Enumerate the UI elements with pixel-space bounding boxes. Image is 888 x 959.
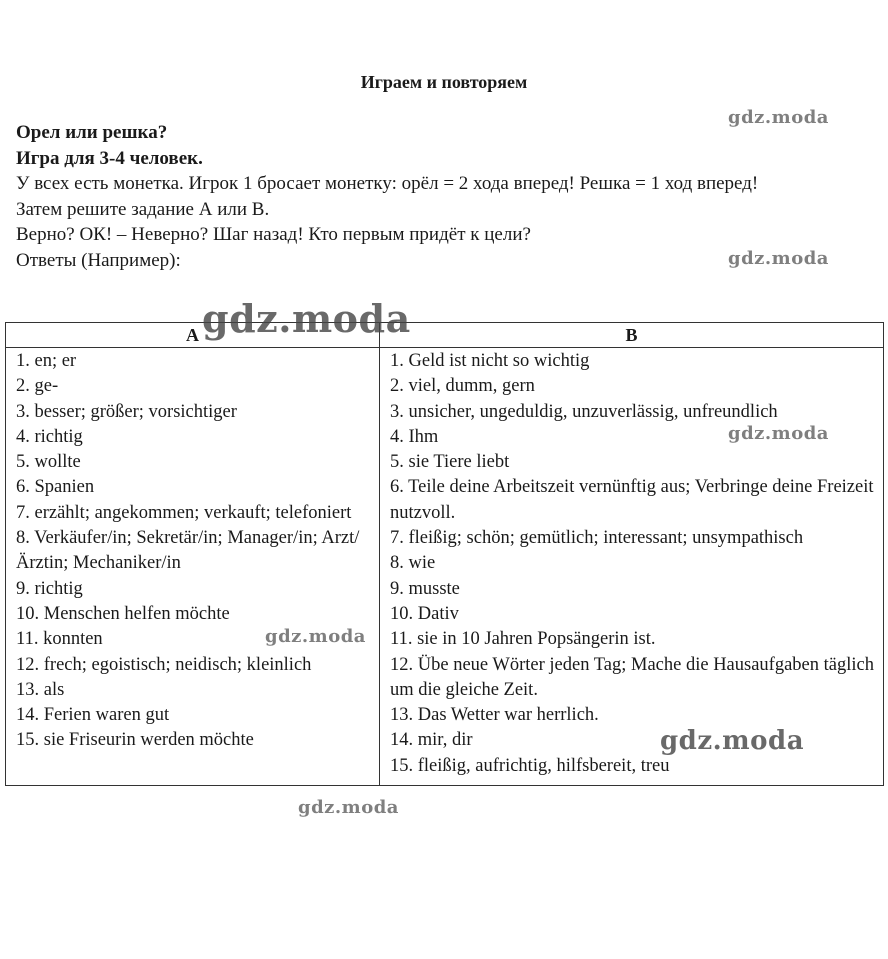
column-a-cell (6, 348, 380, 786)
watermark-logo: gdz.moda (728, 107, 829, 128)
answer-b-5: 5. sie Tiere liebt (390, 452, 510, 473)
answer-b-1: 1. Geld ist nicht so wichtig (390, 351, 590, 371)
answer-b-13: 13. Das Wetter war herrlich. (390, 705, 599, 726)
table-row (6, 348, 884, 786)
intro-heading-2: Игра для 3-4 человек. (16, 147, 203, 169)
answer-a-7: 7. erzählt; angekommen; verkauft; telefoniert (16, 502, 352, 523)
answer-a-6: 6. Spanien (16, 477, 95, 498)
column-header-a: A (6, 323, 380, 348)
answer-a-14: 14. Ferien waren gut (16, 705, 170, 726)
column-header-b: B (380, 323, 884, 348)
watermark-logo: gdz.moda (660, 726, 805, 756)
intro-heading-1: Орел или решка? (16, 122, 168, 143)
answer-a-8: 8. Verkäufer/in; Sekretär/in; Manager/in; Arzt/ Ärztin; Mechaniker/in (16, 528, 360, 574)
answer-b-15: 15. fleißig, aufrichtig, hilfsbereit, treu (390, 755, 670, 776)
intro-paragraph-4: Ответы (Например): (16, 249, 181, 271)
answer-b-7: 7. fleißig; schön; gemütlich; interessant; unsympathisch (390, 528, 804, 549)
answer-b-3: 3. unsicher, ungeduldig, unzuverlässig, unfreundlich (390, 401, 778, 422)
answers-table (5, 322, 884, 786)
answer-b-10: 10. Dativ (390, 603, 459, 624)
answer-b-6: 6. Teile deine Arbeitszeit vernünftig aus; Verbringe deine Freizeit nutzvoll. (390, 477, 874, 523)
answer-a-5: 5. wollte (16, 452, 81, 473)
intro-paragraph-3: Верно? ОК! – Неверно? Шаг назад! Кто первым придёт к цели? (16, 224, 531, 245)
answer-a-12: 12. frech; egoistisch; neidisch; kleinlich (16, 654, 312, 675)
intro-block (16, 120, 872, 273)
answer-b-2: 2. viel, dumm, gern (390, 376, 535, 397)
answer-b-4: 4. Ihm (390, 426, 439, 447)
answer-a-2: 2. ge- (16, 376, 59, 397)
answer-b-11: 11. sie in 10 Jahren Popsängerin ist. (390, 629, 656, 650)
answer-a-4: 4. richtig (16, 426, 83, 447)
answer-b-8: 8. wie (390, 553, 436, 574)
answer-a-3: 3. besser; größer; vorsichtiger (16, 401, 237, 422)
watermark-logo: gdz.moda (265, 626, 366, 647)
answer-a-10: 10. Menschen helfen möchte (16, 603, 230, 624)
watermark-logo: gdz.moda (728, 248, 829, 269)
answer-b-14: 14. mir, dir (390, 730, 473, 751)
intro-paragraph-1: У всех есть монетка. Игрок 1 бросает монетку: орёл = 2 хода вперед! Решка = 1 ход вперед! (16, 173, 759, 194)
watermark-logo: gdz.moda (728, 423, 829, 444)
answer-a-13: 13. als (16, 679, 65, 700)
answer-b-12: 12. Übe neue Wörter jeden Tag; Mache die Hausaufgaben täglich um die gleiche Zeit. (390, 654, 874, 700)
answer-a-15: 15. sie Friseurin werden möchte (16, 730, 254, 751)
page-title: Играем и повторяем (360, 72, 528, 92)
answer-a-1: 1. en; er (16, 351, 77, 371)
watermark-logo: gdz.moda (298, 797, 399, 818)
answer-a-11: 11. konnten (16, 629, 103, 650)
column-b-cell (380, 348, 884, 786)
watermark-logo: gdz.moda (202, 296, 411, 341)
answer-a-9: 9. richtig (16, 578, 83, 599)
answer-b-9: 9. musste (390, 578, 460, 599)
intro-paragraph-2: Затем решите задание А или В. (16, 198, 270, 220)
table-header-row (6, 323, 884, 348)
